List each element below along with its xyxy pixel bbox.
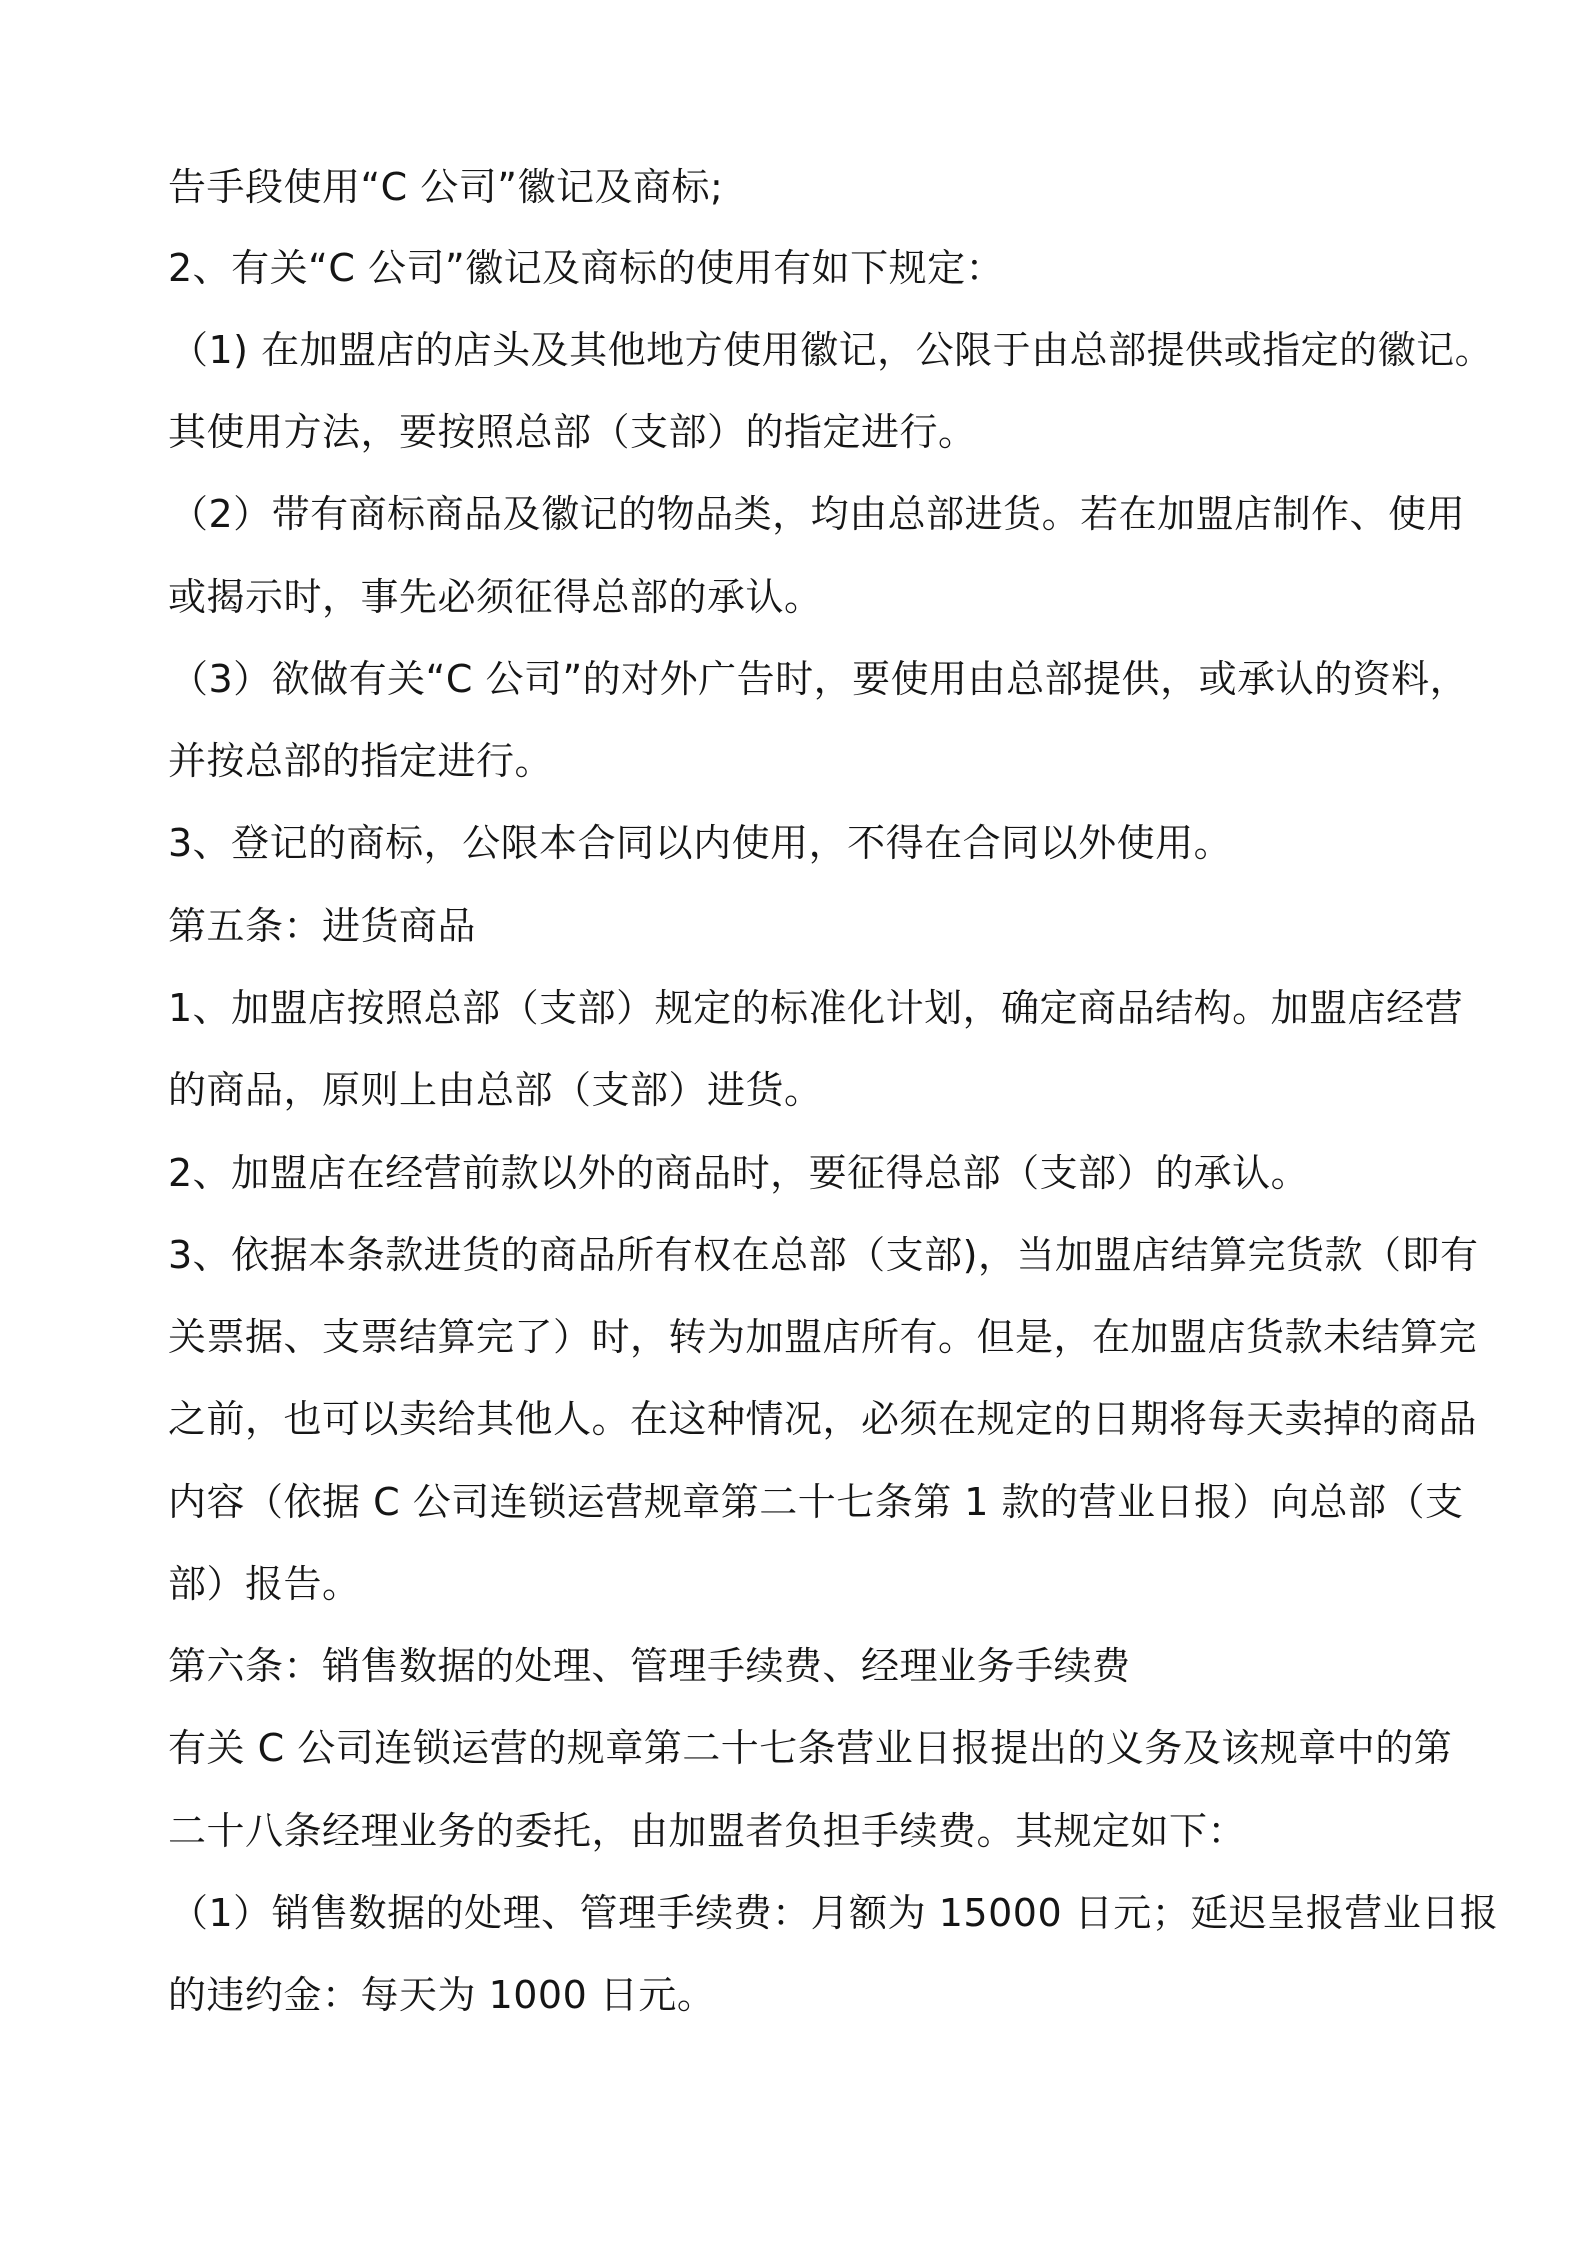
- text-line: 2、加盟店在经营前款以外的商品时，要征得总部（支部）的承认。: [168, 1151, 1310, 1195]
- text-line: 二十八条经理业务的委托，由加盟者负担手续费。其规定如下：: [168, 1809, 1247, 1853]
- text-line: （1）销售数据的处理、管理手续费：月额为 15000 日元；延迟呈报营业日报: [170, 1891, 1499, 1935]
- text-line: （2）带有商标商品及徽记的物品类，均由总部进货。若在加盟店制作、使用: [170, 492, 1466, 536]
- text-line: 的商品，原则上由总部（支部）进货。: [168, 1068, 823, 1112]
- text-line: 并按总部的指定进行。: [168, 739, 554, 783]
- section-heading: 第五条：进货商品: [168, 904, 477, 948]
- text-line: 或揭示时，事先必须征得总部的承认。: [168, 575, 823, 619]
- text-line: 1、加盟店按照总部（支部）规定的标准化计划，确定商品结构。加盟店经营: [168, 986, 1464, 1030]
- text-line: （1) 在加盟店的店头及其他地方使用徽记，公限于由总部提供或指定的徽记。: [170, 328, 1494, 372]
- text-line: 关票据、支票结算完了）时，转为加盟店所有。但是，在加盟店货款未结算完: [168, 1315, 1478, 1359]
- text-line: 3、登记的商标，公限本合同以内使用，不得在合同以外使用。: [168, 821, 1233, 865]
- text-line: 部）报告。: [168, 1562, 361, 1606]
- text-line: 告手段使用“C 公司”徽记及商标;: [168, 165, 724, 209]
- text-line: （3）欲做有关“C 公司”的对外广告时，要使用由总部提供，或承认的资料，: [170, 657, 1469, 701]
- section-heading: 第六条：销售数据的处理、管理手续费、经理业务手续费: [168, 1644, 1131, 1688]
- text-line: 内容（依据 C 公司连锁运营规章第二十七条第 1 款的营业日报）向总部（支: [168, 1480, 1464, 1524]
- text-line: 其使用方法，要按照总部（支部）的指定进行。: [168, 410, 977, 454]
- text-line: 2、有关“C 公司”徽记及商标的使用有如下规定：: [168, 246, 1005, 290]
- text-line: 的违约金：每天为 1000 日元。: [168, 1973, 716, 2017]
- text-line: 3、依据本条款进货的商品所有权在总部（支部)，当加盟店结算完货款（即有: [168, 1233, 1479, 1277]
- text-line: 有关 C 公司连锁运营的规章第二十七条营业日报提出的义务及该规章中的第: [168, 1726, 1453, 1770]
- text-line: 之前，也可以卖给其他人。在这种情况，必须在规定的日期将每天卖掉的商品: [168, 1397, 1478, 1441]
